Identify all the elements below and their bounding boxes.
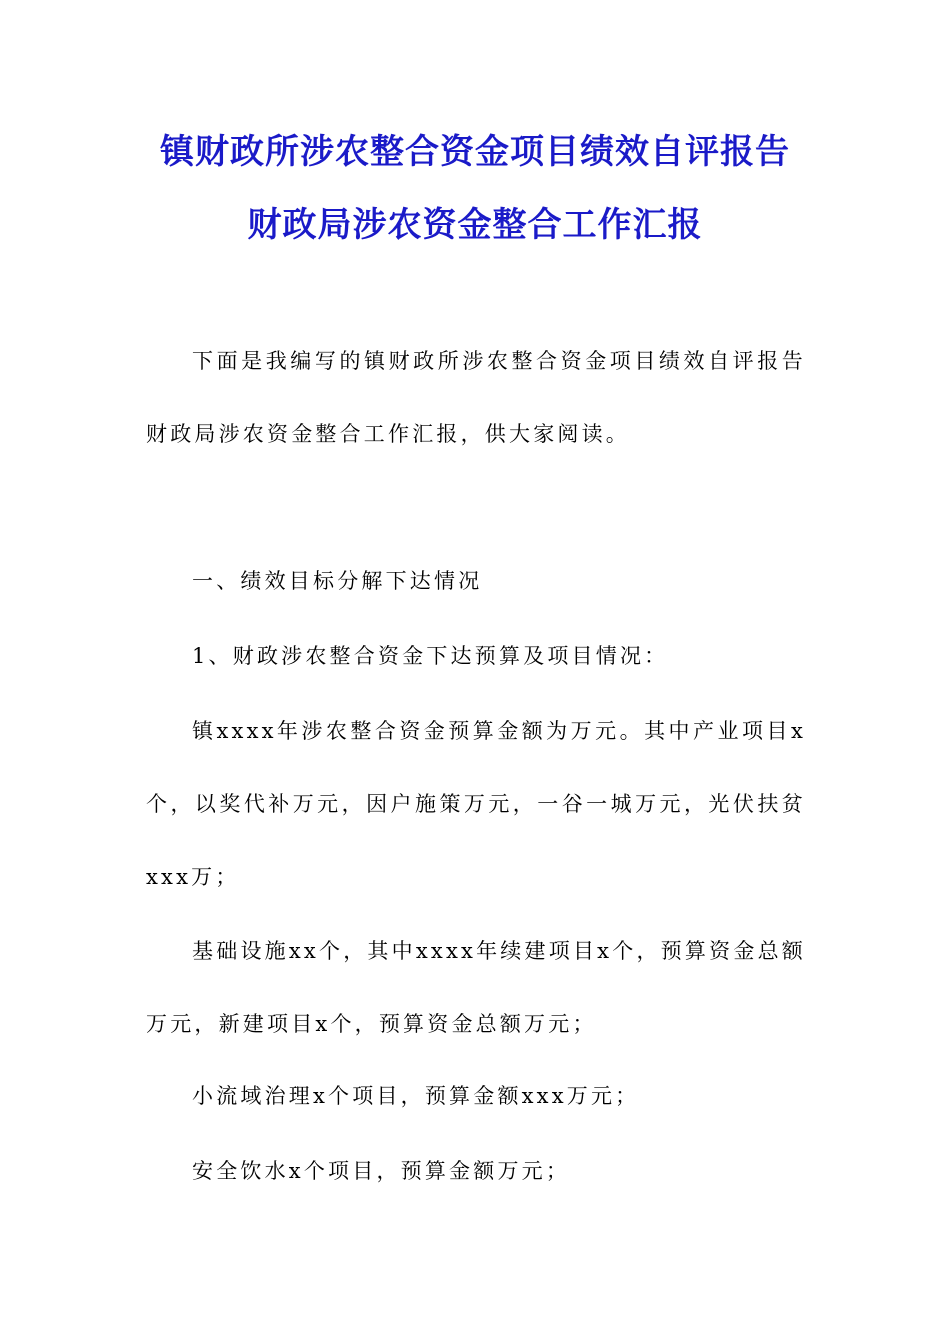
drinking-water-paragraph: 安全饮水x个项目，预算金额万元； [192,1159,571,1183]
budget-paragraph: 镇xxxx年涉农整合资金预算金额为万元。其中产业项目x个，以奖代补万元，因户施策万元，一谷一城万元，光伏扶贫xxx万； [146,719,806,889]
subsection-heading-1: 1、财政涉农整合资金下达预算及项目情况： [192,644,669,668]
watershed-paragraph: 小流域治理x个项目，预算金额xxx万元； [192,1084,640,1108]
document-title-line-1: 镇财政所涉农整合资金项目绩效自评报告 [160,132,790,172]
intro-paragraph: 下面是我编写的镇财政所涉农整合资金项目绩效自评报告财政局涉农资金整合工作汇报，供大家阅读。 [146,349,806,446]
infrastructure-paragraph: 基础设施xx个，其中xxxx年续建项目x个，预算资金总额万元，新建项目x个，预算资金总额万元； [146,939,806,1036]
document-title-line-2: 财政局涉农资金整合工作汇报 [247,205,703,245]
section-heading-1: 一、绩效目标分解下达情况 [192,569,483,593]
